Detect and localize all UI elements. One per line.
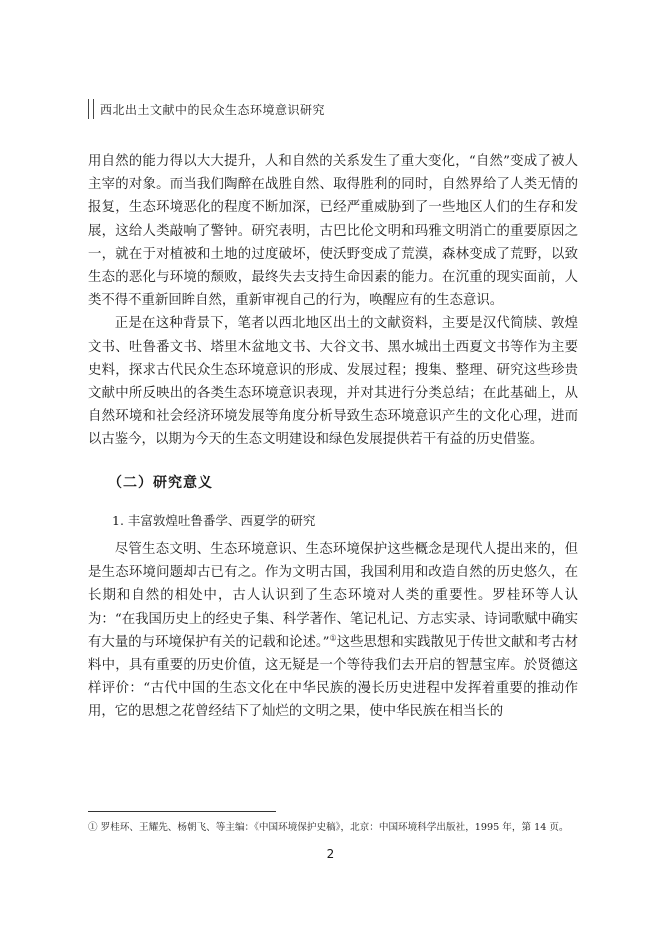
- paragraph-text-b: 这些思想和实践散见于传世文献和考古材料中，具有重要的历史价值，这无疑是一个等待我们去开启的智慧宝库。於贤德这样评价：“古代中国的生态文化在中华民族的漫长历史进程中发挥着重要的推动作用，它的思想之花曾经结下了灿烂的文明之果，使中华民族在相当长的: [88, 634, 579, 720]
- paragraph-significance: [88, 538, 578, 724]
- footnote: ① 罗桂环、王耀先、杨朝飞、等主编：《中国环境保护史稿》，北京：中国环境科学出版社，1995 年，第 14 页。: [88, 822, 569, 833]
- paragraph-text-a: 尽管生态文明、生态环境意识、生态环境保护这些概念是现代人提出来的，但是生态环境问题却古已有之。作为文明古国，我国利用和改造自然的历史悠久，在长期和自然的相处中，古人认识到了生态环境对人类的重要性。罗桂环等人认为：“在我国历史上的经史子集、科学著作、笔记札记、方志实录、诗词歌赋中确实有大量的与环境保护有关的记载和论述。”: [88, 542, 578, 650]
- header-rule-icon: [88, 99, 94, 119]
- running-header: [88, 99, 325, 119]
- footnote-divider: [88, 811, 276, 812]
- paragraph-continued: 用自然的能力得以大大提升，人和自然的关系发生了重大变化，“自然”变成了被人主宰的对象。而当我们陶醉在战胜自然、取得胜利的同时，自然界给了人类无情的报复，生态环境恶化的程度不断加深，已经严重威胁到了一些地区人们的生存和发展，这给人类敲响了警钟。研究表明，古巴比伦文明和玛雅文明消亡的重要原因之一，就在于对植被和土地的过度破坏，使沃野变成了荒漠，森林变成了荒野，以致生态的恶化与环境的颓败，最终失去支持生命因素的能力。在沉重的现实面前，人类不得不重新回眸自然，重新审视自己的行为，唤醒应有的生态意识。: [88, 154, 578, 309]
- main-text: [88, 150, 578, 724]
- page-number: 2: [326, 847, 335, 861]
- section-heading: （二）研究意义: [108, 474, 213, 491]
- subsection-heading: 1. 丰富敦煌吐鲁番学、西夏学的研究: [112, 512, 316, 528]
- footnote-marker[interactable]: ①: [329, 633, 337, 643]
- running-header-title: 西北出土文献中的民众生态环境意识研究: [100, 102, 326, 117]
- paragraph-background: 正是在这种背景下，笔者以西北地区出土的文献资料，主要是汉代简牍、敦煌文书、吐鲁番文书、塔里木盆地文书、大谷文书、黑水城出土西夏文书等作为主要史料，探求古代民众生态环境意识的形成、发展过程；搜集、整理、研究这些珍贵文献中所反映出的各类生态环境意识表现，并对其进行分类总结；在此基础上，从自然环境和社会经济环境发展等角度分析导致生态环境意识产生的文化心理，进而以古鉴今，以期为今天的生态文明建设和绿色发展提供若干有益的历史借鉴。: [88, 316, 578, 448]
